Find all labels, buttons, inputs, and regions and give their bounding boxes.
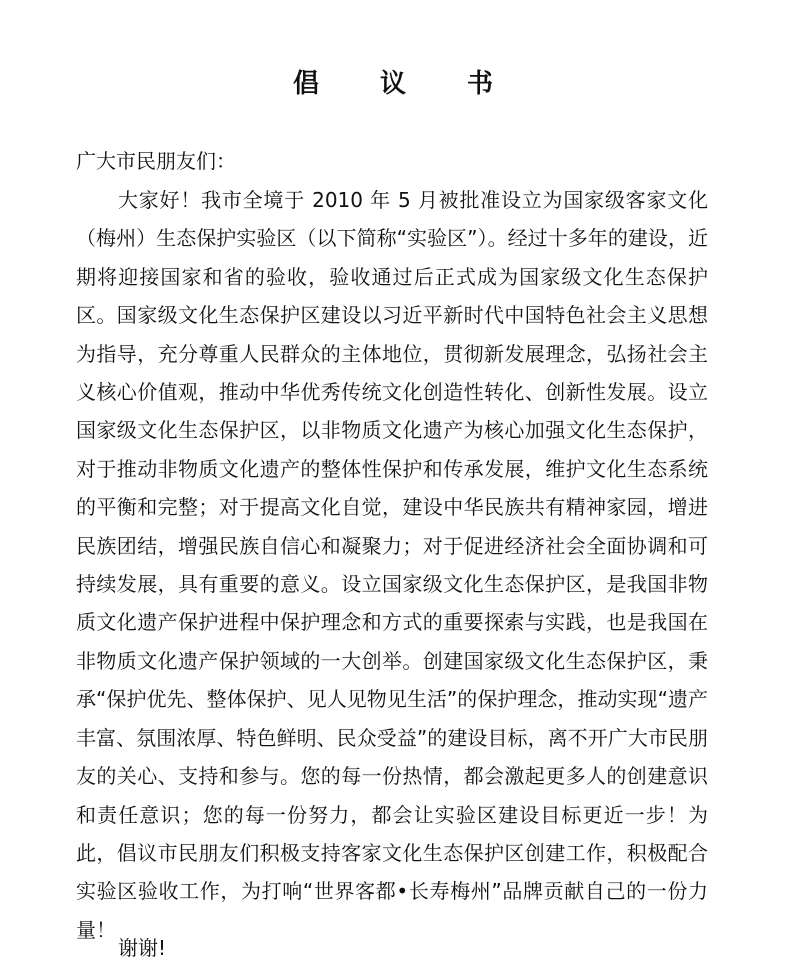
- body-paragraph: 大家好！我市全境于 2010 年 5 月被批准设立为国家级客家文化（梅州）生态保护实验区（以下简称“实验区”）。经过十多年的建设，近期将迎接国家和省的验收，验收通过后正式成为国家级文化生态保护区。国家级文化生态保护区建设以习近平新时代中国特色社会主义思想为指导，充分尊重人民群众的主体地位，贯彻新发展理念，弘扬社会主义核心价值观，推动中华优秀传统文化创造性转化、创新性发展。设立国家级文化生态保护区，以非物质文化遗产为核心加强文化生态保护，对于推动非物质文化遗产的整体性保护和传承发展，维护文化生态系统的平衡和完整；对于提高文化自觉，建设中华民族共有精神家园，增进民族团结，增强民族自信心和凝聚力；对于促进经济社会全面协调和可持续发展，具有重要的意义。设立国家级文化生态保护区，是我国非物质文化遗产保护进程中保护理念和方式的重要探索与实践，也是我国在非物质文化遗产保护领域的一大创举。创建国家级文化生态保护区，秉承“保护优先、整体保护、见人见物见生活”的保护理念，推动实现“遗产丰富、氛围浓厚、特色鲜明、民众受益”的建设目标，离不开广大市民朋友的关心、支持和参与。您的每一份热情，都会激起更多人的创建意识和责任意识；您的每一份努力，都会让实验区建设目标更近一步！为此，倡议市民朋友们积极支持客家文化生态保护区创建工作，积极配合实验区验收工作，为打响“世界客都•长寿梅州”品牌贡献自己的一份力量！: [76, 188, 708, 942]
- salutation: 广大市民朋友们：: [76, 149, 236, 173]
- closing-text: 谢谢!: [118, 936, 167, 960]
- page-title: 倡 议 书: [292, 69, 520, 99]
